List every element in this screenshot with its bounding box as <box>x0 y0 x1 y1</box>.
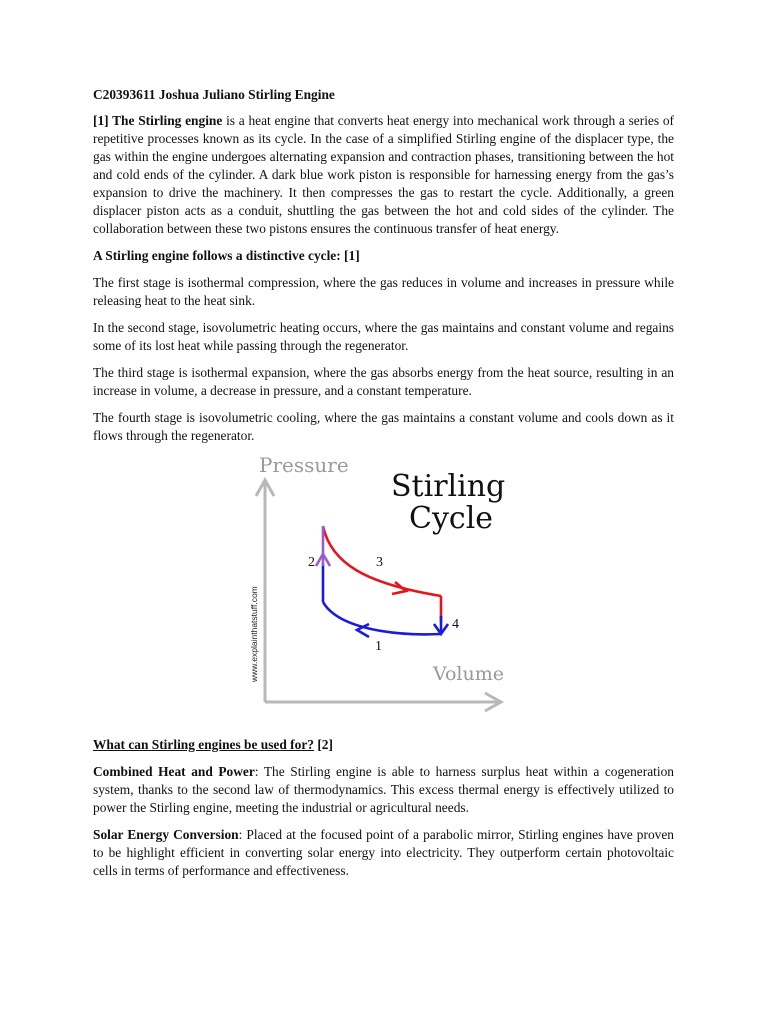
uses-heading <box>93 736 674 754</box>
use-chp-text: : The Stirling engine is able to harness surplus heat within a cogeneration system, thanks to the second law of thermodynamics. This excess thermal energy is effectively utilized to power the Stirling engine, meeting the industrial or agricultural needs. <box>93 764 674 815</box>
stage-2-paragraph: In the second stage, isovolumetric heating occurs, where the gas maintains and constant volume and regains some of its lost heat while passing through the regenerator. <box>93 320 674 353</box>
y-axis-label: Pressure <box>259 454 349 477</box>
document-page <box>93 86 674 889</box>
uses-heading-ref: [2] <box>313 737 333 752</box>
intro-paragraph <box>93 112 674 238</box>
figure-title-line2: Cycle <box>409 501 494 536</box>
stirling-cycle-figure <box>239 454 529 726</box>
cycle-heading: A Stirling engine follows a distinctive cycle: [1] <box>93 248 360 263</box>
stage-3-paragraph: The third stage is isothermal expansion, where the gas absorbs energy from the heat source, resulting in an increase in volume, a decrease in pressure, and a constant temperature. <box>93 365 674 398</box>
stage-label-2: 2 <box>308 555 315 570</box>
stage-4-paragraph: The fourth stage is isovolumetric cooling, where the gas maintains a constant volume and cools down as it flows through the regenerator. <box>93 410 674 443</box>
use-solar-term: Solar Energy Conversion <box>93 827 239 842</box>
stage-1-paragraph: The first stage is isothermal compression, where the gas reduces in volume and increases in pressure while releasing heat to the heat sink. <box>93 275 674 308</box>
stage-label-1: 1 <box>375 639 382 654</box>
document-title: C20393611 Joshua Juliano Stirling Engine <box>93 87 335 102</box>
intro-text: is a heat engine that converts heat energy into mechanical work through a series of repetitive processes known as its cycle. In the case of a simplified Stirling engine of the displacer type, the gas within the engine undergoes alternating expansion and contraction phases, transitioning between the hot and cold ends of the cylinder. A dark blue work piston is responsible for harnessing energy from the gas’s expansion to drive the machinery. It then compresses the gas to restart the cycle. Additionally, a green displacer piston acts as a conduit, shuttling the gas between the hot and cold sides of the cylinder. The collaboration between these two pistons ensures the continuous transfer of heat energy. <box>93 113 674 236</box>
use-solar-paragraph <box>93 826 674 880</box>
use-solar-text: : Placed at the focused point of a parabolic mirror, Stirling engines have proven to be highlight efficient in converting solar energy into electricity. They outperform certain photovoltaic cells in terms of performance and effectiveness. <box>93 827 674 878</box>
uses-heading-text: What can Stirling engines be used for? <box>93 737 314 752</box>
intro-lead: [1] The Stirling engine <box>93 113 223 128</box>
figure-title-line1: Stirling <box>391 469 506 504</box>
use-chp-term: Combined Heat and Power <box>93 764 255 779</box>
use-chp-paragraph <box>93 763 674 817</box>
figure-credit: www.explainthatstuff.com <box>249 586 259 682</box>
x-axis-label: Volume <box>433 663 504 685</box>
stage-label-4: 4 <box>452 617 459 632</box>
stage-label-3: 3 <box>376 555 383 570</box>
isothermal-compression-curve <box>323 602 441 634</box>
stirling-cycle-diagram <box>239 454 529 726</box>
